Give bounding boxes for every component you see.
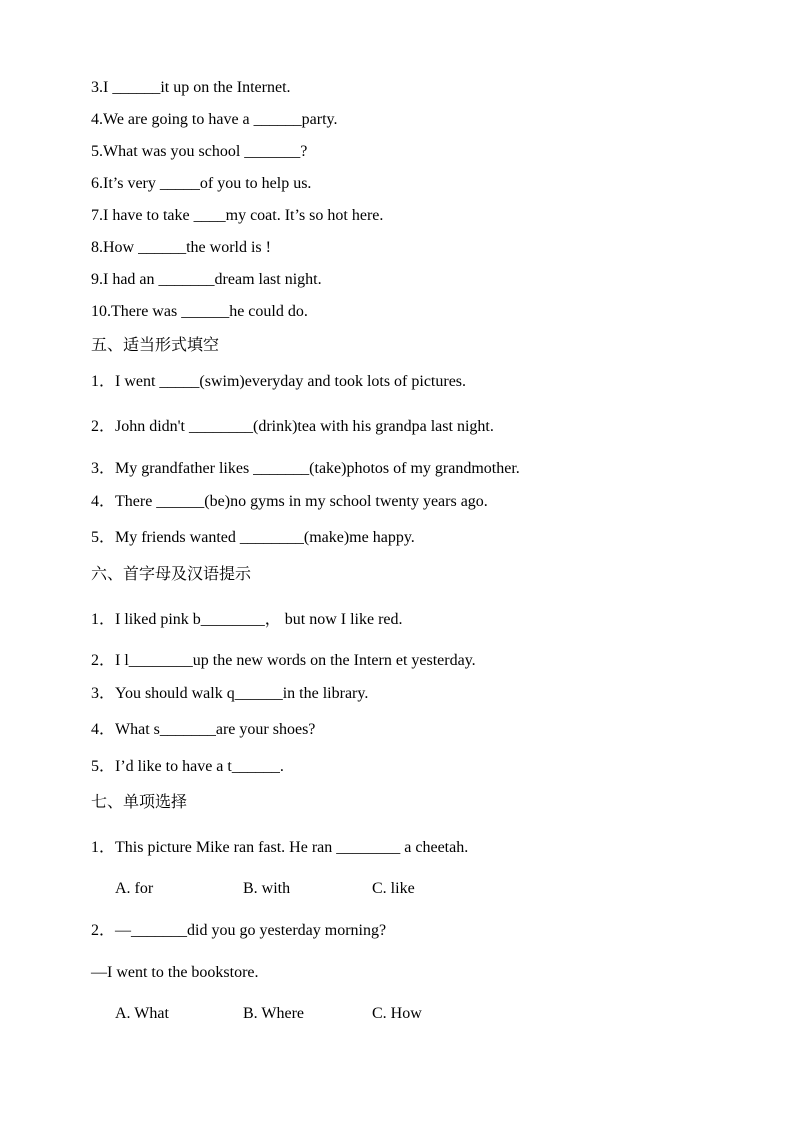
question-line: 1．I liked pink b________， but now I like red. bbox=[91, 611, 403, 628]
option-b: B. Where bbox=[243, 1005, 305, 1022]
question-line: 1．I went _____(swim)everyday and took lots of pictures. bbox=[91, 373, 467, 390]
section-heading: 六、首字母及汉语提示 bbox=[91, 564, 252, 583]
question-line: 8.How ______the world is ! bbox=[91, 239, 271, 256]
option-c: C. like bbox=[372, 880, 415, 897]
question-line: 2．I l________up the new words on the Intern et yesterday. bbox=[91, 652, 476, 669]
option-a: A. for bbox=[115, 880, 154, 897]
section-heading: 七、单项选择 bbox=[91, 792, 188, 811]
question-line: 3．You should walk q______in the library. bbox=[91, 685, 369, 702]
section-heading: 五、适当形式填空 bbox=[91, 335, 220, 354]
question-line: 3.I ______it up on the Internet. bbox=[91, 79, 291, 96]
answer-line: —I went to the bookstore. bbox=[91, 964, 259, 981]
question-stem: 2．—_______did you go yesterday morning? bbox=[91, 922, 387, 939]
question-line: 5．I’d like to have a t______. bbox=[91, 758, 284, 775]
question-line: 10.There was ______he could do. bbox=[91, 303, 308, 320]
question-line: 9.I had an _______dream last night. bbox=[91, 271, 322, 288]
question-line: 7.I have to take ____my coat. It’s so hot here. bbox=[91, 207, 384, 224]
question-line: 5.What was you school _______? bbox=[91, 143, 308, 160]
question-stem: 1．This picture Mike ran fast. He ran ________ a cheetah. bbox=[91, 839, 469, 856]
question-line: 3．My grandfather likes _______(take)photos of my grandmother. bbox=[91, 460, 520, 477]
question-line: 5．My friends wanted ________(make)me happy. bbox=[91, 529, 415, 546]
question-line: 6.It’s very _____of you to help us. bbox=[91, 175, 312, 192]
question-line: 4.We are going to have a ______party. bbox=[91, 111, 338, 128]
option-a: A. What bbox=[115, 1005, 169, 1022]
question-line: 4．There ______(be)no gyms in my school twenty years ago. bbox=[91, 493, 488, 510]
question-line: 4．What s_______are your shoes? bbox=[91, 721, 316, 738]
question-line: 2．John didn't ________(drink)tea with his grandpa last night. bbox=[91, 418, 494, 435]
option-b: B. with bbox=[243, 880, 291, 897]
option-c: C. How bbox=[372, 1005, 422, 1022]
